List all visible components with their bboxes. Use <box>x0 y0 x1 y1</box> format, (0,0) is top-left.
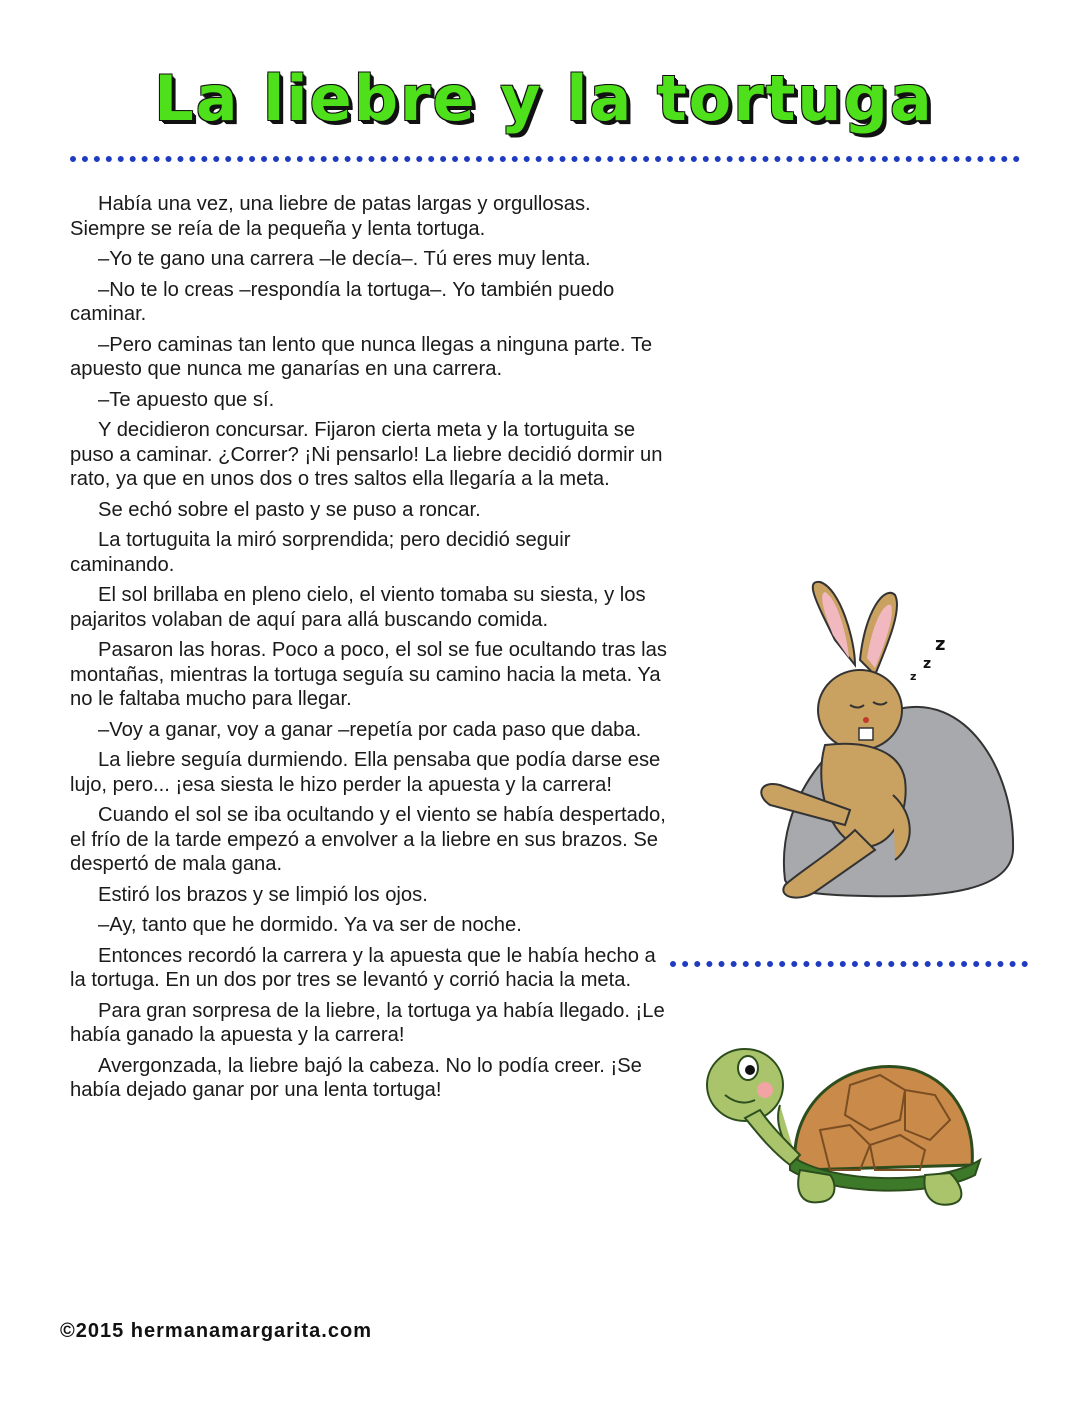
paragraph: Había una vez, una liebre de patas largas y orgullosas. Siempre se reía de la pequeña y lenta tortuga. <box>70 193 591 240</box>
paragraph: Entonces recordó la carrera y la apuesta que le había hecho a la tortuga. En un dos por tres se levantó y corrió hacia la meta. <box>70 944 656 991</box>
paragraph: Avergonzada, la liebre bajó la cabeza. No lo podía creer. ¡Se había dejado ganar por una lenta tortuga! <box>70 1054 642 1101</box>
paragraph: Cuando el sol se iba ocultando y el viento se había despertado, el frío de la tarde empezó a envolver a la liebre en sus brazos. Se despertó de mala gana. <box>70 804 666 875</box>
paragraph: Estiró los brazos y se limpió los ojos. <box>98 883 428 906</box>
title-divider <box>70 156 1020 162</box>
paragraph: –Ay, tanto que he dormido. Ya va ser de noche. <box>98 914 522 936</box>
sleeping-hare-illustration <box>745 580 1025 915</box>
svg-text:z: z <box>910 670 917 683</box>
paragraph: –Yo te gano una carrera –le decía–. Tú eres muy lenta. <box>98 248 591 270</box>
paragraph: Se echó sobre el pasto y se puso a roncar. <box>98 498 481 521</box>
turtle-illustration <box>700 1030 990 1215</box>
svg-text:z: z <box>923 656 932 672</box>
copyright-footer: ©2015 hermanamargarita.com <box>60 1320 372 1342</box>
paragraph: –Te apuesto que sí. <box>98 388 275 411</box>
paragraph: Y decidieron concursar. Fijaron cierta meta y la tortuguita se puso a caminar. ¿Correr? ¡Ni pensarlo! La liebre decidió dormir un rato, ya que en unos dos o tres saltos ella llegaría a la meta. <box>70 419 663 490</box>
paragraph: La liebre seguía durmiendo. Ella pensaba que podía darse ese lujo, pero... ¡esa siesta le hizo perder la apuesta y la carrera! <box>70 749 661 796</box>
page-title: La liebre y la tortuga <box>154 62 934 135</box>
paragraph: –Voy a ganar, voy a ganar –repetía por cada paso que daba. <box>98 718 642 741</box>
section-divider <box>670 961 1028 967</box>
svg-text:z: z <box>935 634 946 655</box>
paragraph: Para gran sorpresa de la liebre, la tortuga ya había llegado. ¡Le había ganado la apuesta y la carrera! <box>70 999 665 1046</box>
paragraph: Pasaron las horas. Poco a poco, el sol se fue ocultando tras las montañas, mientras la tortuga seguía su camino hacia la meta. Ya no le faltaba mucho para llegar. <box>70 639 667 710</box>
paragraph: –No te lo creas –respondía la tortuga–. Yo también puedo caminar. <box>70 278 615 325</box>
story-text <box>70 192 670 1109</box>
paragraph: El sol brillaba en pleno cielo, el viento tomaba su siesta, y los pajaritos volaban de aquí para allá buscando comida. <box>70 584 646 631</box>
paragraph: La tortuguita la miró sorprendida; pero decidió seguir caminando. <box>70 529 571 576</box>
paragraph: –Pero caminas tan lento que nunca llegas a ninguna parte. Te apuesto que nunca me ganarías en una carrera. <box>70 333 653 380</box>
